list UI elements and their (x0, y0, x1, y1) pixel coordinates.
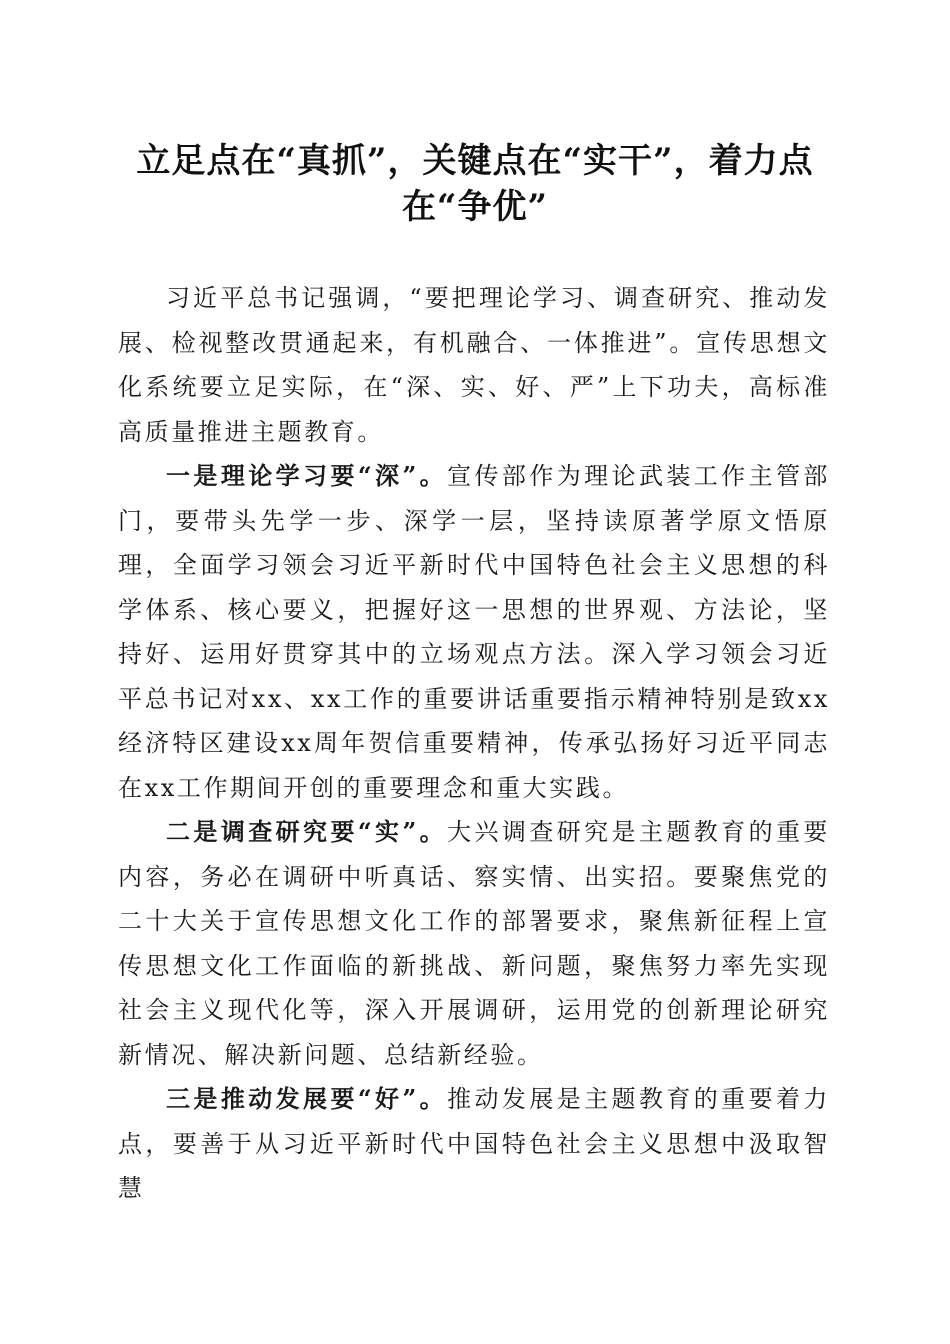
paragraph-lead: 二是调查研究要“实”。 (166, 817, 448, 846)
document-title: 立足点在“真抓”，关键点在“实干”，着力点在“争优” (136, 141, 814, 227)
document-body (118, 276, 830, 1211)
paragraph-intro (118, 276, 830, 454)
paragraph-theory-study (118, 454, 830, 810)
paragraph-lead: 三是推动发展要“好”。 (166, 1084, 448, 1113)
paragraph-text: 大兴调查研究是主题教育的重要内容，务必在调研中听真话、察实情、出实招。要聚焦党的二十大关于宣传思想文化工作的部署要求，聚焦新征程上宣传思想文化工作面临的新挑战、新问题，聚焦努力率先实现社会主义现代化等，深入开展调研，运用党的创新理论研究新情况、解决新问题、总结新经验。 (118, 818, 830, 1069)
paragraph-text: 习近平总书记强调，“要把理论学习、调查研究、推动发展、检视整改贯通起来，有机融合、一体推进”。宣传思想文化系统要立足实际，在“深、实、好、严”上下功夫，高标准高质量推进主题教育。 (118, 284, 830, 446)
paragraph-text: 推动发展是主题教育的重要着力点，要善于从习近平新时代中国特色社会主义思想中汲取智慧 (118, 1085, 830, 1202)
paragraph-research (118, 810, 830, 1077)
paragraph-development (118, 1077, 830, 1211)
paragraph-text: 宣传部作为理论武装工作主管部门，要带头先学一步、深学一层，坚持读原著学原文悟原理，全面学习领会习近平新时代中国特色社会主义思想的科学体系、核心要义，把握好这一思想的世界观、方法论，坚持好、运用好贯穿其中的立场观点方法。深入学习领会习近平总书记对xx、xx工作的重要讲话重要指示精神特别是致xx经济特区建设xx周年贺信重要精神，传承弘扬好习近平同志在xx工作期间开创的重要理念和重大实践。 (118, 462, 830, 802)
paragraph-lead: 一是理论学习要“深”。 (166, 461, 448, 490)
